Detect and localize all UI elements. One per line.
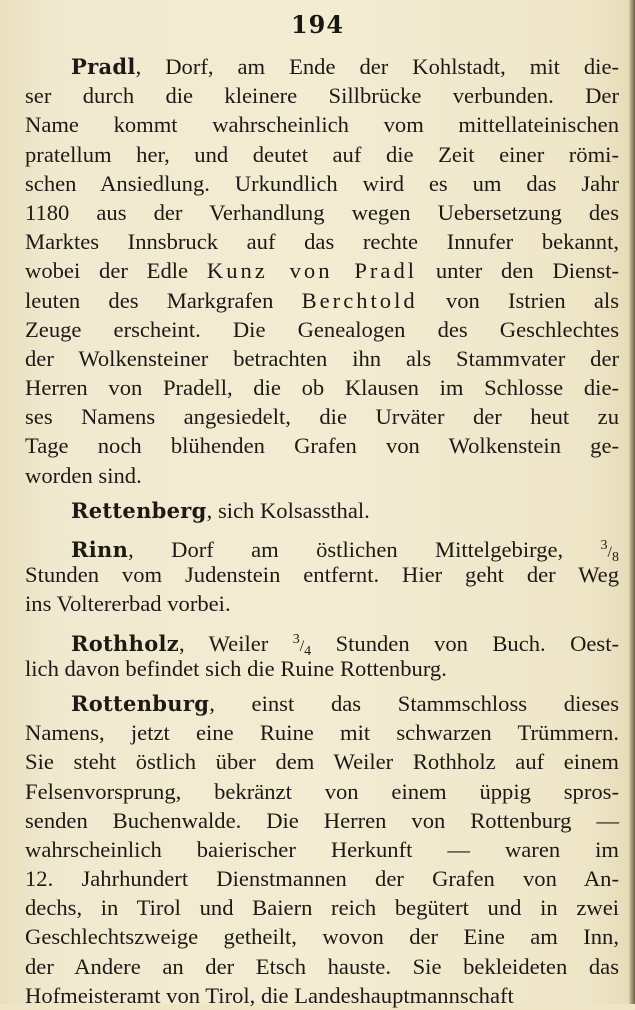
text-line: der Wolkensteiner betrachten ihn als Stammvater der: [25, 345, 619, 371]
entry-headword: Rinn: [71, 537, 129, 562]
text-line: Felsenvorsprung, bekränzt von einem üppig spros-: [25, 778, 619, 804]
entry-headword: Pradl: [71, 54, 136, 79]
text-line: Rothholz, Weiler $^3/_4$ Stunden von Buch. Oest-: [71, 630, 620, 659]
text-line: Geschlechtszweige getheilt, wovon der Eine am Inn,: [25, 924, 619, 950]
text-line: der Andere an der Etsch hauste. Sie bekleideten das: [25, 953, 619, 979]
entry-headword: Rottenburg: [71, 690, 210, 716]
text-line: ser durch die kleinere Sillbrücke verbunden. Der: [25, 83, 619, 109]
text-line: dechs, in Tirol und Baiern reich begütert und in zwei: [25, 895, 619, 921]
text-line: Namens, jetzt eine Ruine mit schwarzen Trümmern.: [25, 720, 619, 746]
entry-headword: Rettenberg: [71, 497, 207, 523]
text-line: leuten des Markgrafen Berchtold von Istrien als: [25, 287, 620, 313]
text-line: Marktes Innsbruck auf das rechte Innufer bekannt,: [25, 229, 619, 255]
text-line: lich davon befindet sich die Ruine Rottenburg.: [25, 655, 447, 681]
text-line: Hofmeisteramt von Tirol, die Landeshauptmannschaft: [25, 982, 514, 1008]
text-line: Rinn, Dorf am östlichen Mittelgebirge, $^3/_8$: [71, 537, 619, 565]
text-line: Name kommt wahrscheinlich vom mittellateinischen: [25, 112, 619, 138]
text-line: 1180 aus der Verhandlung wegen Uebersetzung des: [25, 199, 619, 225]
text-line: Herren von Pradell, die ob Klausen im Schlosse die-: [25, 375, 619, 401]
text-line: Sie steht östlich über dem Weiler Rothholz auf einem: [25, 749, 619, 775]
text-line: senden Buchenwalde. Die Herren von Rottenburg —: [25, 807, 619, 833]
text-line: Stunden vom Judenstein entfernt. Hier geht der Weg: [25, 562, 619, 588]
text-line: ses Namens angesiedelt, die Urväter der heut zu: [25, 404, 619, 430]
text-line: Tage noch blühenden Grafen von Wolkenstein ge-: [25, 433, 619, 459]
text-line: ins Voltererbad vorbei.: [25, 591, 231, 617]
text-line: Pradl, Dorf, am Ende der Kohlstadt, mit die-: [71, 54, 619, 79]
text-column: [25, 52, 619, 1010]
entry-headword: Rothholz: [71, 630, 180, 656]
text-line: wahrscheinlich baierischer Herkunft — waren im: [25, 836, 619, 862]
text-line: Rottenburg, einst das Stammschloss dieses: [71, 690, 619, 716]
text-line: schen Ansiedlung. Urkundlich wird es um das Jahr: [25, 170, 619, 196]
text-line: 12. Jahrhundert Dienstmannen der Grafen von An-: [25, 866, 619, 892]
text-line: worden sind.: [25, 462, 142, 488]
text-line: pratellum her, und deutet auf die Zeit einer römi-: [25, 141, 619, 167]
text-line: Rettenberg, sich Kolsassthal.: [71, 497, 370, 523]
page-number: 194: [290, 10, 345, 39]
page-edge: [629, 0, 635, 1004]
text-line: wobei der Edle Kunz von Pradl unter den Dienst-: [25, 258, 619, 284]
text-line: Zeuge erscheint. Die Genealogen des Geschlechtes: [25, 316, 619, 342]
